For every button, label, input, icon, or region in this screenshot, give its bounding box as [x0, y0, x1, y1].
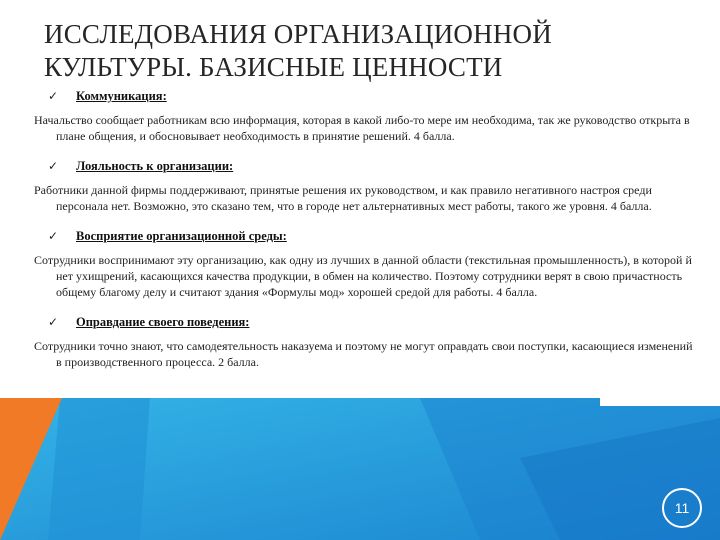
bullet-behavior	[34, 314, 694, 330]
bullet-loyalty	[34, 158, 694, 174]
bullet-label: Лояльность к организации:	[76, 159, 234, 173]
page-number: 11	[662, 488, 702, 528]
content-body	[34, 88, 694, 384]
paragraph: Сотрудники воспринимают эту организацию, как одну из лучших в данной области (текстильная промышленность), в которой й нет ухищрений, касающихся качества продукции, в обмен на количество. Поэтому сотрудники верят в свою причастность общему благому делу и считают здания «Формулы мод» хорошей средой для работы. 4 балла.	[34, 253, 692, 299]
check-icon: ✓	[48, 315, 59, 329]
paragraph: Сотрудники точно знают, что самодеятельность наказуема и поэтому не могут оправдать свои поступки, касающиеся изменений в производственного процесса. 2 балла.	[34, 339, 693, 369]
check-icon: ✓	[48, 229, 59, 243]
title-line-1: ИССЛЕДОВАНИЯ ОРГАНИЗАЦИОННОЙ	[44, 19, 552, 49]
bullet-communication	[34, 88, 694, 104]
slide-title	[44, 18, 694, 84]
bullet-label: Оправдание своего поведения:	[76, 315, 250, 329]
check-icon: ✓	[48, 89, 59, 103]
bullet-label: Восприятие организационной среды:	[76, 229, 287, 243]
bottom-decoration	[0, 398, 720, 540]
bullet-environment	[34, 228, 694, 244]
paragraph: Работники данной фирмы поддерживают, принятые решения их руководством, и как правило негативного настроя среди персонала нет. Возможно, это сказано тем, что в городе нет альтернативных мест работы, такого же уровня. 4 балла.	[34, 183, 652, 213]
title-line-2: КУЛЬТУРЫ. БАЗИСНЫЕ ЦЕННОСТИ	[44, 52, 503, 82]
check-icon: ✓	[48, 159, 59, 173]
bullet-label: Коммуникация:	[76, 89, 167, 103]
paragraph: Начальство сообщает работникам всю информация, которая в какой либо-то мере им необходима, так же руководство открыта в плане общения, и обосновывает необходимость в принятие решений. 4 балла.	[34, 113, 690, 143]
band-notch	[600, 398, 720, 406]
